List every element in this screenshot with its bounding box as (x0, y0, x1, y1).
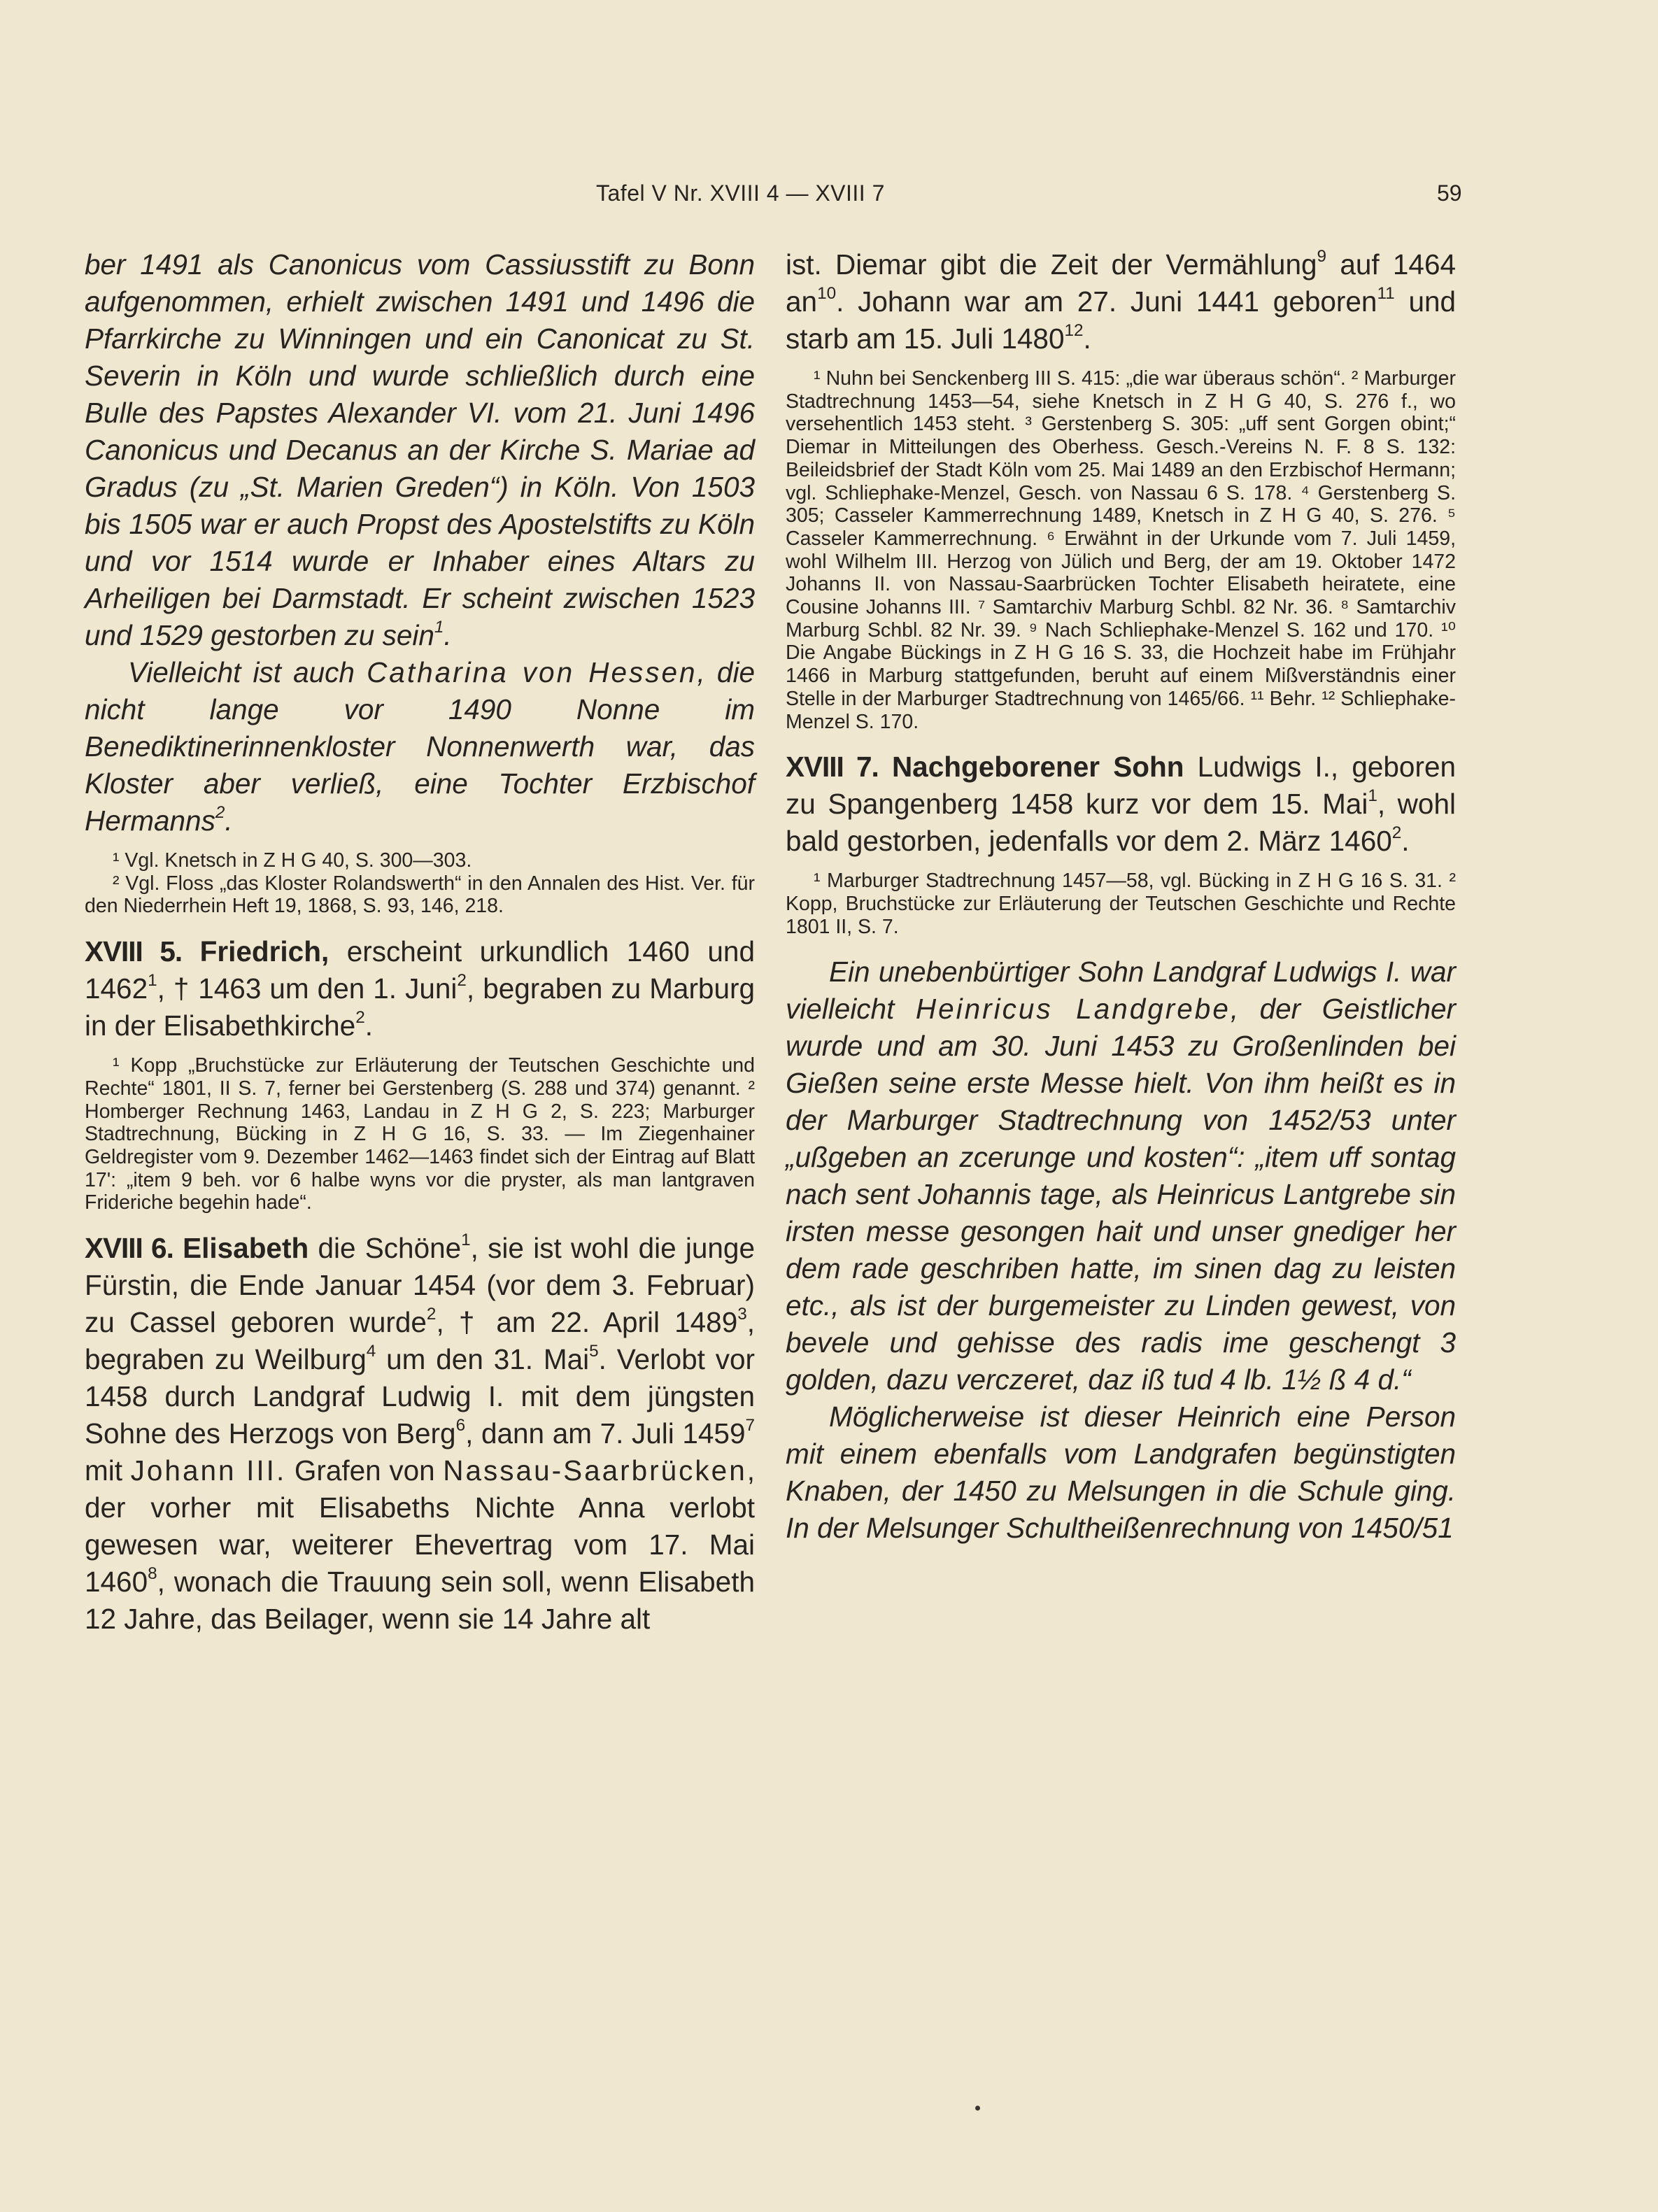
place-name-nassau: Nassau-Saarbrücken (443, 1454, 747, 1487)
entry-number: XVIII 5. (85, 935, 183, 968)
entry-xviii-6: XVIII 6. Elisabeth die Schöne$^1$, sie ist wohl die junge Fürstin, die Ende Januar 1454 (vor dem 3. Februar) zu Cassel geboren wurde$^2$, † am 22. April 1489$^3$, begraben zu Weilburg$^4$ um den 31. Mai$^5$. Verlobt vor 1458 durch Landgraf Ludwig I. mit dem jüngsten Sohne des Herzogs von Berg$^6$, dann am 7. Juli 1459$^7$ mit Johann III. Grafen von Nassau-Saarbrücken, der vorher mit Elisabeths Nichte Anna verlobt gewesen war, weiterer Ehevertrag vom 17. Mai 1460$^8$, wonach die Trauung sein soll, wenn Elisabeth 12 Jahre, das Beilager, wenn sie 14 Jahre alt (85, 1230, 756, 1636)
entry-number: XVIII 7. (786, 751, 879, 784)
entry-name: Friedrich, (199, 935, 330, 968)
right-column (786, 246, 1456, 1547)
footnote: ¹ Kopp „Bruchstücke zur Erläuterung der Teutschen Geschichte und Rechte“ 1801, II S. 7, ferner bei Gerstenberg (S. 288 und 374) genannt. ² Homberger Rechnung 1463, Landau in Z H G 2, S. 223; Marburger Stadtrechnung, Bücking in Z H G 16, S. 33. — Im Ziegenhainer Geldregister vom 9. Dezember 1462—1463 findet sich der Eintrag auf Blatt 17': „item 9 beh. vor 6 halbe wyns vor die pryster, als man lantgraven Frideriche begehin hade“. (85, 1054, 755, 1214)
person-name-johann: Johann III. (130, 1454, 287, 1487)
page-number: 59 (1437, 180, 1462, 206)
footnote: ¹ Marburger Stadtrechnung 1457—58, vgl. Bücking in Z H G 16 S. 31. ² Kopp, Bruchstücke zur Erläuterung der Teutschen Geschichte und Rechte 1801 II, S. 7. (786, 870, 1456, 938)
footnotes-xviii-7 (786, 870, 1456, 938)
entry-name: Nachgeborener Sohn (891, 751, 1184, 784)
footnotes-xviii-5 (85, 1054, 755, 1214)
catharina-paragraph: Vielleicht ist auch Catharina von Hessen, die nicht lange vor 1490 Nonne im Benediktinerinnenkloster Nonnenwerth war, das Kloster aber verließ, eine Tochter Erzbischof Hermanns$^2$. (85, 656, 755, 837)
entry-name: Elisabeth (183, 1232, 309, 1265)
person-name-catharina: Catharina von Hessen (367, 656, 697, 688)
footnote: ¹ Nuhn bei Senckenberg III S. 415: „die war überaus schön“. ² Marburger Stadtrechnung 1453—54, siehe Knetsch in Z H G 40, S. 276 f., wo versehentlich 1453 steht. ³ Gerstenberg S. 305: „uff sent Gorgen obint;“ Diemar in Mitteilungen des Oberhess. Gesch.-Vereins N. F. 8 S. 132: Beileidsbrief der Stadt Köln vom 25. Mai 1489 an den Erzbischof Hermann; vgl. Schliephake-Menzel, Gesch. von Nassau 6 S. 178. ⁴ Gerstenberg S. 305; Casseler Kammerrechnung 1489, Knetsch in Z H G 40, S. 276. ⁵ Casseler Kammerrechnung. ⁶ Erwähnt in der Urkunde vom 7. Juli 1459, wohl Wilhelm III. Herzog von Jülich und Berg, der am 19. Oktober 1472 Johanns II. von Nassau-Saarbrücken Tochter Elisabeth heiratete, eine Cousine Johanns III. ⁷ Samtarchiv Marburg Schbl. 82 Nr. 36. ⁸ Samtarchiv Marburg Schbl. 82 Nr. 39. ⁹ Nach Schliephake-Menzel S. 162 und 170. ¹⁰ Die Angabe Bückings in Z H G 16 S. 33, die Hochzeit habe im Frühjahr 1466 in Marburg stattgefunden, beruht auf einem Mißverständnis einer Stelle in der Marburger Stadtrechnung von 1465/66. ¹¹ Behr. ¹² Schliephake-Menzel S. 170. (786, 367, 1456, 733)
person-name-heinricus: Heinricus Landgrebe (915, 993, 1231, 1026)
final-paragraph: Möglicherweise ist dieser Heinrich eine Person mit einem ebenfalls vom Landgrafen begünstigten Knaben, der 1450 zu Melsungen in die Schule ging. In der Melsunger Schultheißenrechnung von 1450/51 (786, 1401, 1456, 1545)
entry-number: XVIII 6. (85, 1232, 173, 1265)
footnote: ² Vgl. Floss „das Kloster Rolandswerth“ in den Annalen des Hist. Ver. für den Niederrhein Heft 19, 1868, S. 93, 146, 218. (85, 872, 755, 918)
running-title: Tafel V Nr. XVIII 4 — XVIII 7 (596, 180, 885, 206)
entry-xviii-7: XVIII 7. Nachgeborener Sohn Ludwigs I., geboren zu Spangenberg 1458 kurz vor dem 15. Mai$^1$, wohl bald gestorben, jedenfalls vor dem 2. März 1460$^2$. (786, 751, 1456, 858)
footnotes-xviii-6 (786, 367, 1456, 733)
heinricus-paragraph: Ein unebenbürtiger Sohn Landgraf Ludwigs I. war vielleicht Heinricus Landgrebe, der Geistlicher wurde und am 30. Juni 1453 zu Großenlinden bei Gießen seine erste Messe hielt. Von ihm heißt es in der Marburger Stadtrechnung von 1452/53 unter „ußgeben an zcerunge und kosten“: „item uff sontag nach sent Johannis tage, als Heinricus Lantgrebe sin irsten messe gesongen hait und unser gnediger her dem rade geschriben hatte, im sinen dag zu leisten etc., als ist der burgemeister zu Linden gewest, von bevele und gehisse des radis ime geschengt 3 golden, dazu verczeret, daz iß tud 4 lb. 1½ ß 4 d.“ (786, 956, 1456, 1396)
footnote: ¹ Vgl. Knetsch in Z H G 40, S. 300—303. (113, 849, 472, 872)
continued-entry-xviii-6: ist. Diemar gibt die Zeit der Vermählung$^9$ auf 1464 $an^{10}$. Johann war am 27. Juni 1441 geboren$^{11}$ und starb am 15. Juli 1480$^{12}$. (786, 246, 1457, 355)
left-column (85, 246, 755, 1638)
entry-xviii-5: XVIII 5. Friedrich, erscheint urkundlich 1460 und 1462$^1$, † 1463 um den 1. Juni$^2$, begraben zu Marburg in der Elisabethkirche$^2$. (85, 935, 755, 1042)
continued-paragraph: ber 1491 als Canonicus vom Cassiusstift zu Bonn aufgenommen, erhielt zwischen 1491 und 1496 die Pfarrkirche zu Winningen und ein Canonicat zu St. Severin in Köln und wurde schließlich durch eine Bulle des Papstes Alexander VI. vom 21. Juni 1496 Canonicus und Decanus an der Kirche S. Mariae ad Gradus (zu „St. Marien Greden“) in Köln. Von 1503 bis 1505 war er auch Propst des Apostelstifts zu Köln und vor 1514 wurde er Inhaber eines Altars zu Arheiligen bei Darmstadt. Er scheint zwischen 1523 und 1529 gestorben zu sein$^1$. (85, 248, 755, 651)
print-mark (975, 2106, 980, 2111)
footnotes-catharina (85, 849, 755, 918)
